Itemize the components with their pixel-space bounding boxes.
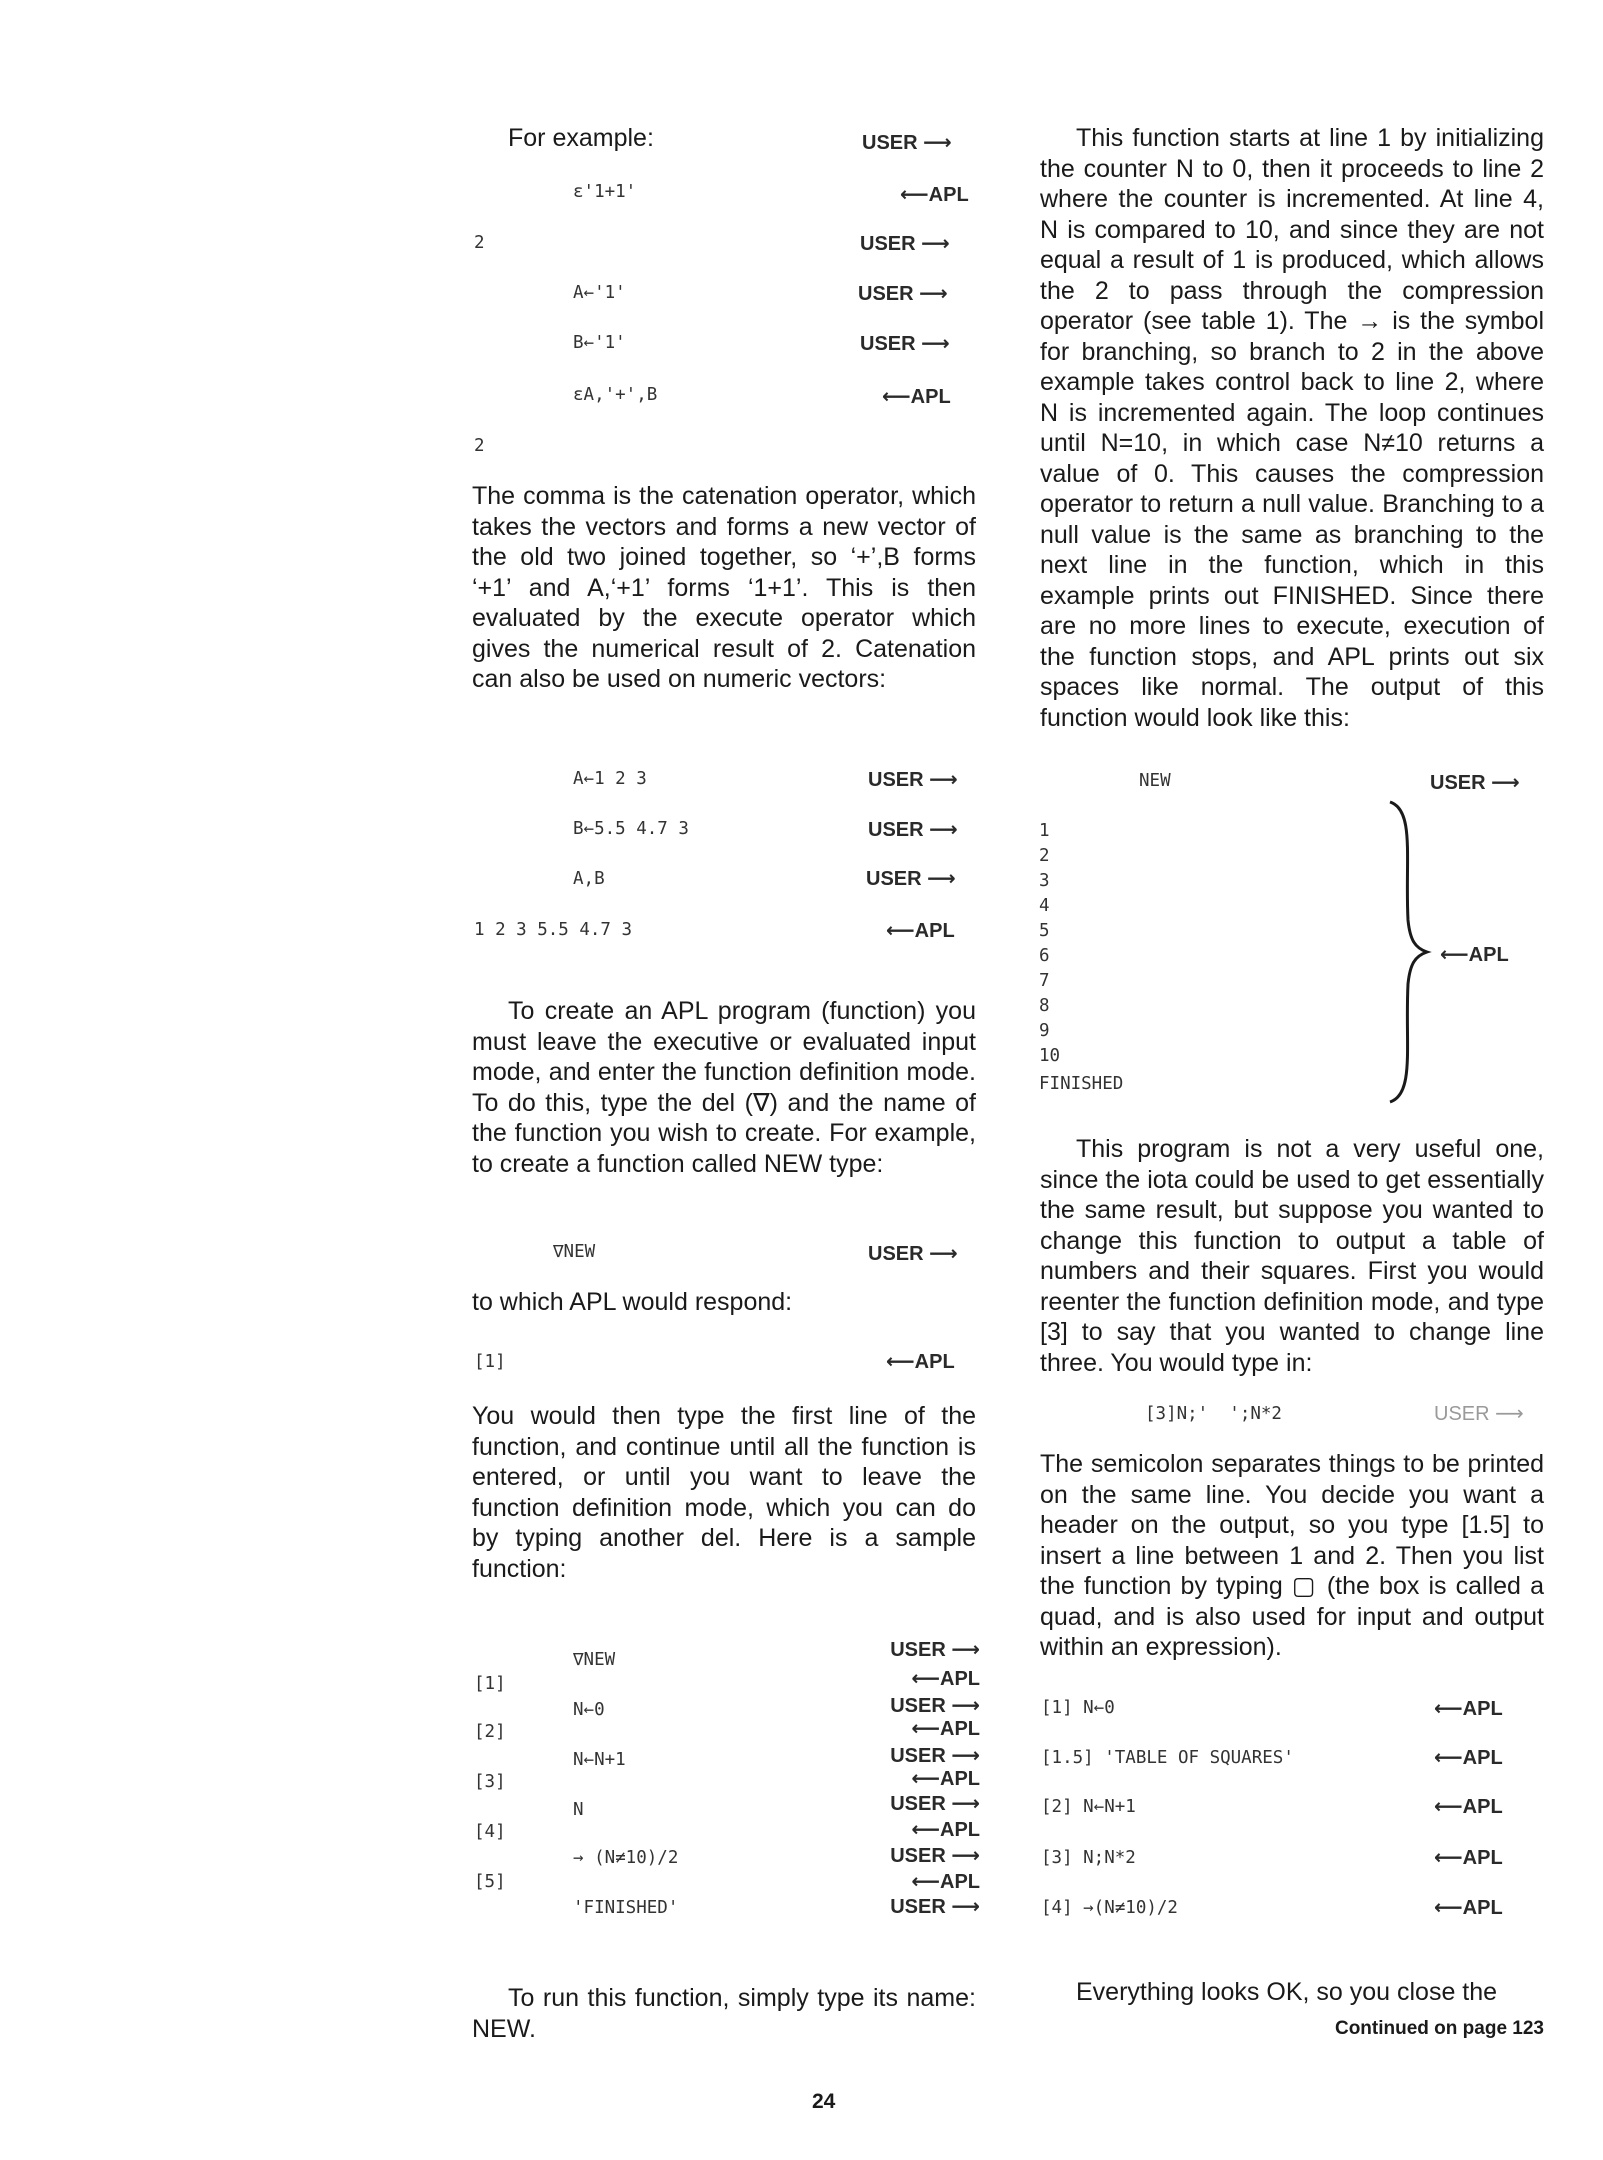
code-line: A,B: [573, 869, 605, 889]
code-line: [4] →(N≠10)/2: [1041, 1898, 1178, 1918]
user-tag: USER ⟶: [890, 1695, 980, 1717]
paragraph-semicolon: The semicolon separates things to be printed on the same line. You decide you want a header on the output, so you type [1.5] to insert a line between 1 and 2. Then you list the function by typing ▢ (the box is called a quad, and is also used for input and output within an expression).: [1040, 1450, 1544, 1661]
intro-text: For example:: [508, 124, 654, 152]
paragraph-looks-ok: [1040, 1977, 1544, 2008]
user-tag: USER ⟶: [890, 1896, 980, 1918]
code-line: N: [573, 1800, 584, 1820]
output-line: 1 2 3 5.5 4.7 3: [474, 920, 633, 940]
paragraph-sample-function: You would then type the first line of the function, and continue until all the function is entered, or until you want to leave the function definition mode, which you can do by typing another del. Here is a sample function:: [472, 1402, 976, 1583]
paragraph-function-starts: [1040, 123, 1544, 733]
output-line: 6: [1039, 946, 1050, 966]
line-number: [5]: [474, 1872, 506, 1892]
user-tag: USER ⟶: [868, 769, 958, 791]
line-number: [1]: [474, 1352, 506, 1372]
paragraph-ok-text: Everything looks OK, so you close the: [1076, 1978, 1498, 2006]
right-brace-icon: [1385, 800, 1445, 1105]
output-line: 7: [1039, 971, 1050, 991]
user-tag: USER ⟶: [868, 819, 958, 841]
output-line: 4: [1039, 896, 1050, 916]
code-line: [1] N←0: [1041, 1698, 1115, 1718]
code-line: [1.5] 'TABLE OF SQUARES': [1041, 1748, 1294, 1768]
user-tag: USER ⟶: [1430, 772, 1520, 794]
output-line: 2: [474, 233, 485, 253]
line-number: [1]: [474, 1674, 506, 1694]
line-number: [2]: [474, 1722, 506, 1742]
code-line: [3]N;' ';N*2: [1145, 1404, 1282, 1424]
code-line: εA,'+',B: [573, 385, 658, 405]
paragraph-catenation: The comma is the catenation operator, which takes the vectors and forms a new vector of the old two joined together, so ‘+’,B forms ‘+1’ and A,‘+1’ forms ‘1+1’. This is then evaluated by the execute operator which gives the numerical result of 2. Catenation can also be used on numeric vectors:: [472, 482, 976, 693]
paragraph-create-function: [472, 996, 976, 1179]
output-line: FINISHED: [1039, 1074, 1124, 1094]
paragraph-starts-text: This function starts at line 1 by initializing the counter N to 0, then it proceeds to line 2 where the counter is incremented. At line 4, N is compared to 10, and since they are not equal a result of 1 is produced, which allows the 2 to pass through the compression operator (see table 1). The → is the symbol for branching, so branch to 2 in the above example takes control back to line 2, where N is incremented again. The loop continues until N=10, in which case N≠10 returns a value of 0. This causes the compression operator to return a null value. Branching to a null value is the same as branching to the next line in the function, which in this example prints out FINISHED. Since there are no more lines to execute, execution of the function stops, and APL prints out six spaces like normal. The output of this function would look like this:: [1040, 124, 1544, 732]
user-tag: USER ⟶: [868, 1243, 958, 1265]
output-line: 8: [1039, 996, 1050, 1016]
code-line: ε'1+1': [573, 182, 637, 202]
code-line: B←'1': [573, 333, 626, 353]
code-line: B←5.5 4.7 3: [573, 819, 689, 839]
apl-tag: ⟵APL: [911, 1768, 980, 1790]
apl-tag: ⟵APL: [911, 1668, 980, 1690]
user-tag: USER ⟶: [862, 132, 952, 154]
code-line: ∇NEW: [553, 1242, 596, 1262]
apl-tag: ⟵APL: [900, 184, 969, 206]
user-tag: USER ⟶: [890, 1793, 980, 1815]
user-tag: USER ⟶: [860, 333, 950, 355]
apl-tag: ⟵APL: [1434, 1796, 1503, 1818]
output-line: 5: [1039, 921, 1050, 941]
apl-tag: ⟵APL: [1434, 1698, 1503, 1720]
code-line: A←1 2 3: [573, 769, 647, 789]
apl-tag: ⟵APL: [886, 1351, 955, 1373]
apl-tag: ⟵APL: [886, 920, 955, 942]
code-line: N←0: [573, 1700, 605, 1720]
code-line: A←'1': [573, 283, 626, 303]
user-tag: USER ⟶: [866, 868, 956, 890]
user-tag: USER ⟶: [1434, 1403, 1524, 1425]
code-line: [2] N←N+1: [1041, 1797, 1136, 1817]
line-number: [3]: [474, 1772, 506, 1792]
apl-tag: ⟵APL: [911, 1871, 980, 1893]
apl-tag: ⟵APL: [882, 386, 951, 408]
output-line: 9: [1039, 1021, 1050, 1041]
apl-tag: ⟵APL: [911, 1819, 980, 1841]
paragraph-create-text: To create an APL program (function) you must leave the executive or evaluated input mode, and enter the function definition mode. To do this, type the del (∇) and the name of the function you wish to create. For example, to create a function called NEW type:: [472, 997, 976, 1178]
line-number: [4]: [474, 1822, 506, 1842]
output-line: 3: [1039, 871, 1050, 891]
code-line: NEW: [1139, 771, 1171, 791]
apl-tag: ⟵APL: [1434, 1847, 1503, 1869]
user-tag: USER ⟶: [890, 1639, 980, 1661]
code-line: → (N≠10)/2: [573, 1848, 679, 1868]
code-line: [3] N;N*2: [1041, 1848, 1136, 1868]
output-line: 2: [1039, 846, 1050, 866]
paragraph-program-text: This program is not a very useful one, since the iota could be used to get essentially the same result, but suppose you wanted to change this function to output a table of numbers and their squares. First you would reenter the function definition mode, and type [3] to say that you wanted to change line three. You would type in:: [1040, 1135, 1544, 1377]
user-tag: USER ⟶: [858, 283, 948, 305]
paragraph-run-function: [472, 1983, 976, 2044]
apl-tag: ⟵APL: [1434, 1747, 1503, 1769]
code-line: ∇NEW: [573, 1650, 616, 1670]
respond-text: to which APL would respond:: [472, 1288, 793, 1316]
apl-tag: ⟵APL: [911, 1718, 980, 1740]
code-line: N←N+1: [573, 1750, 626, 1770]
user-tag: USER ⟶: [890, 1745, 980, 1767]
page-number: 24: [812, 2090, 836, 2113]
paragraph-run-text: To run this function, simply type its name: NEW.: [472, 1984, 976, 2043]
user-tag: USER ⟶: [890, 1845, 980, 1867]
user-tag: USER ⟶: [860, 233, 950, 255]
continued-note: Continued on page 123: [1334, 2018, 1544, 2039]
output-line: 2: [474, 436, 485, 456]
apl-tag: ⟵APL: [1440, 944, 1509, 966]
output-line: 1: [1039, 821, 1050, 841]
paragraph-program: [1040, 1134, 1544, 1378]
output-line: 10: [1039, 1046, 1061, 1066]
code-line: 'FINISHED': [573, 1898, 679, 1918]
apl-tag: ⟵APL: [1434, 1897, 1503, 1919]
